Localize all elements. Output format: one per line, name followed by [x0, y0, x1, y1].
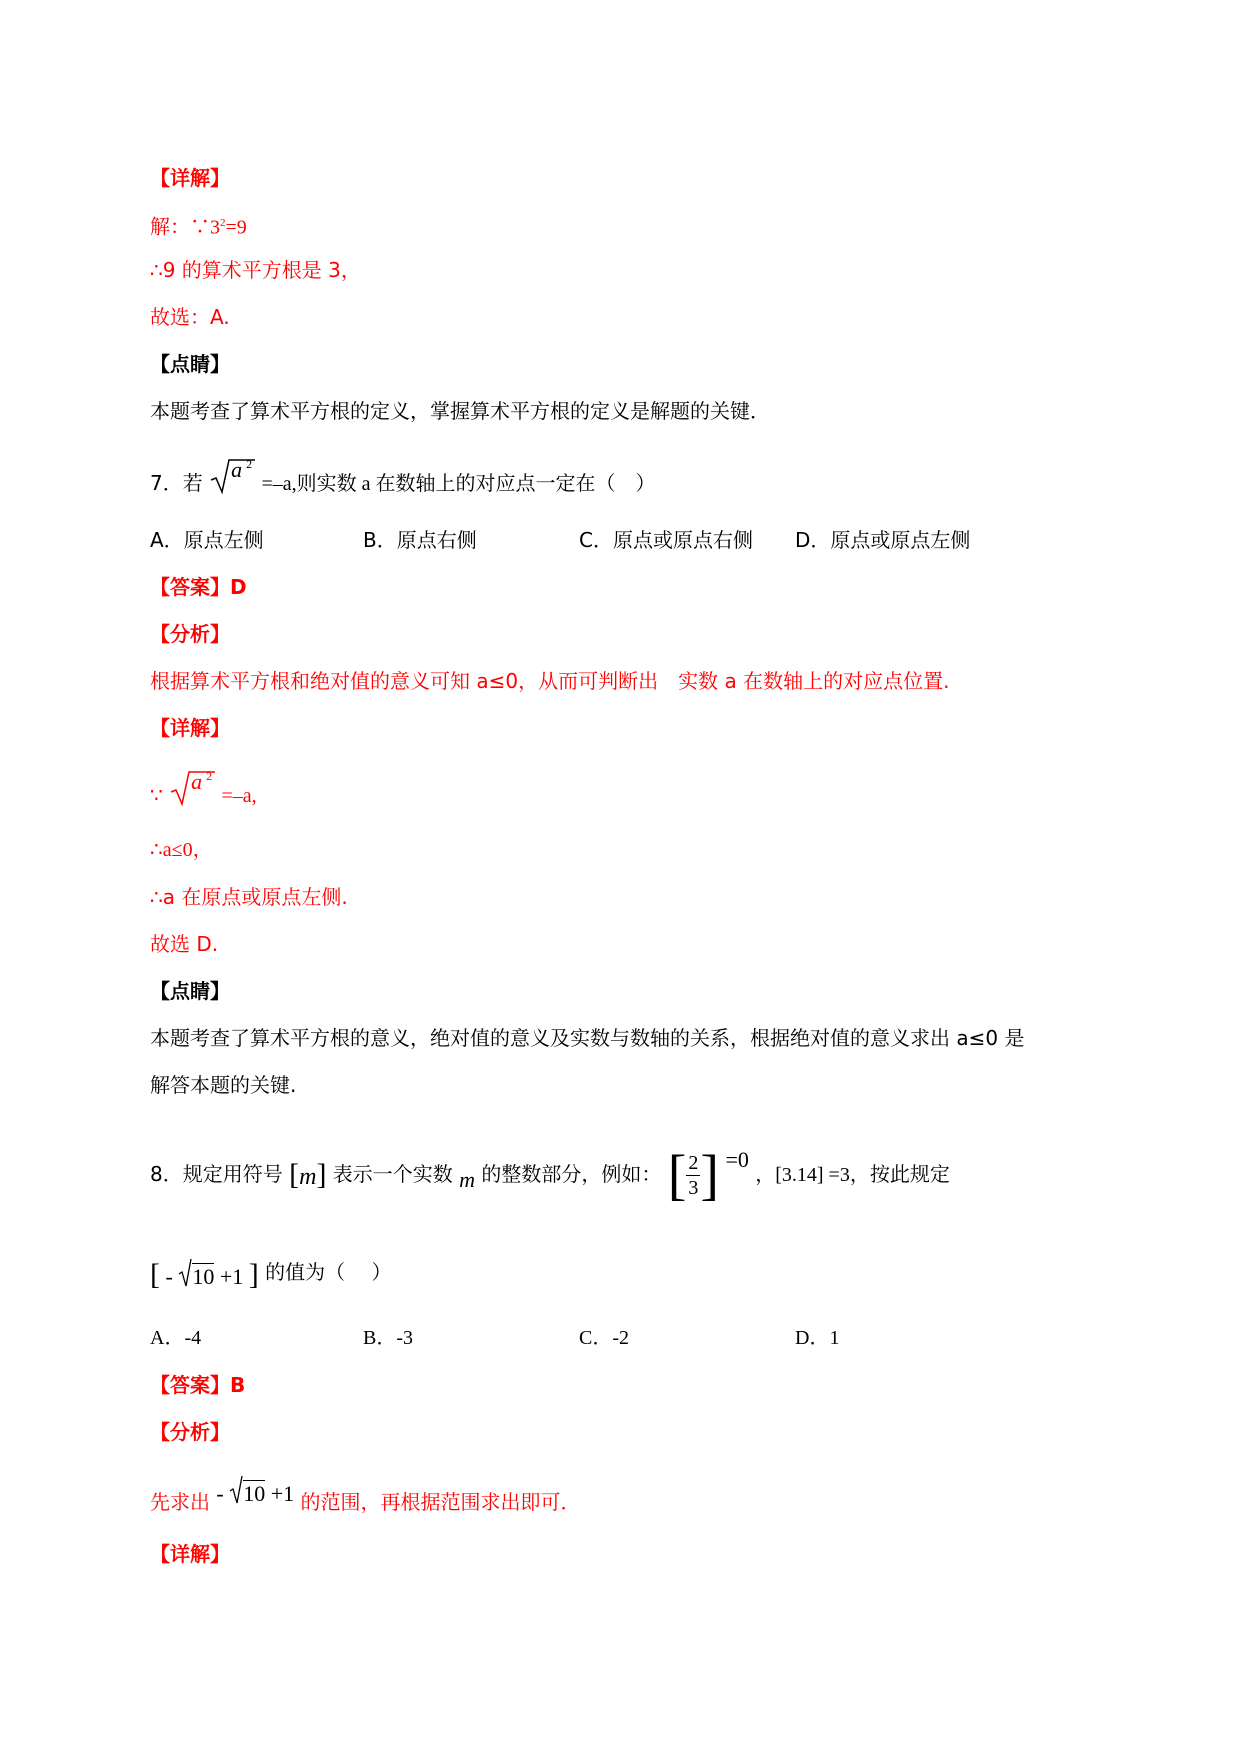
sqrt-expression: a 2	[169, 770, 215, 808]
q6-comment: 本题考查了算术平方根的定义，掌握算术平方根的定义是解题的关键．	[150, 399, 770, 423]
analysis-header: 【分析】	[150, 1420, 230, 1444]
sqrt-sign-icon	[178, 1258, 192, 1288]
q7-option-b: B．原点右侧	[363, 528, 477, 552]
q7-stem: 7．若 a 2 =–a,则实数 a 在数轴上的对应点一定在（ ）	[150, 457, 656, 495]
sqrt-sign-icon	[229, 1475, 243, 1505]
q7-detail-line4: 故选 D.	[150, 932, 219, 956]
q8-option-d: D．1	[795, 1327, 840, 1349]
q7-comment-line2: 解答本题的关键.	[150, 1073, 297, 1097]
q6-solution-line3: 故选：A.	[150, 305, 230, 329]
sqrt-expression: a 2	[209, 458, 255, 496]
q8-option-b: B．‐3	[363, 1327, 413, 1349]
q7-detail-line3: ∴a 在原点或原点左侧.	[150, 885, 348, 909]
q8-analysis: 先求出 - 10 +1 的范围，再根据范围求出即可．	[150, 1475, 580, 1514]
q7-analysis: 根据算术平方根和绝对值的意义可知 a≤0，从而可判断出 实数 a 在数轴上的对应点位置.	[150, 669, 950, 693]
q7-option-c: C．原点或原点右侧	[579, 528, 753, 552]
detail-header: 【详解】	[150, 1542, 230, 1566]
q6-solution-line2: ∴9 的算术平方根是 3，	[150, 258, 361, 282]
q7-detail-line2: ∴a≤0，	[150, 839, 213, 861]
bracket-m: [m]	[289, 1157, 327, 1191]
q8-stem-line1: 8．规定用符号 [m] 表示一个实数 m 的整数部分，例如： [ $\frac{2}{3}$ ] =0 ，[3.14] =3，按此规定	[150, 1144, 950, 1207]
detail-header: 【详解】	[150, 166, 230, 190]
q7-comment-line1: 本题考查了算术平方根的意义，绝对值的意义及实数与数轴的关系，根据绝对值的意义求出 a≤0 是	[150, 1026, 1025, 1050]
q8-stem-line2: [ - 10 +1 ] 的值为（ ）	[150, 1258, 392, 1291]
q8-option-a: A．‐4	[150, 1327, 202, 1349]
sqrt-expression: - 10 +1	[216, 1475, 294, 1506]
q8-option-c: C．‐2	[579, 1327, 629, 1349]
q7-option-d: D．原点或原点左侧	[795, 528, 971, 552]
q6-solution-line1: 解：$\because 3^2=9$	[150, 216, 247, 239]
q8-answer: 【答案】B	[150, 1373, 246, 1397]
analysis-header: 【分析】	[150, 622, 230, 646]
q7-answer: 【答案】D	[150, 575, 247, 599]
comment-header: 【点睛】	[150, 979, 230, 1003]
fraction-example: [ $\frac{2}{3}$ ]	[667, 1144, 720, 1207]
detail-header: 【详解】	[150, 716, 230, 740]
q7-option-a: A．原点左侧	[150, 528, 264, 552]
floor-expression: [ - 10 +1 ]	[150, 1258, 259, 1291]
q7-detail-line1: ∵ a 2 =–a,	[150, 769, 257, 807]
comment-header: 【点睛】	[150, 352, 230, 376]
